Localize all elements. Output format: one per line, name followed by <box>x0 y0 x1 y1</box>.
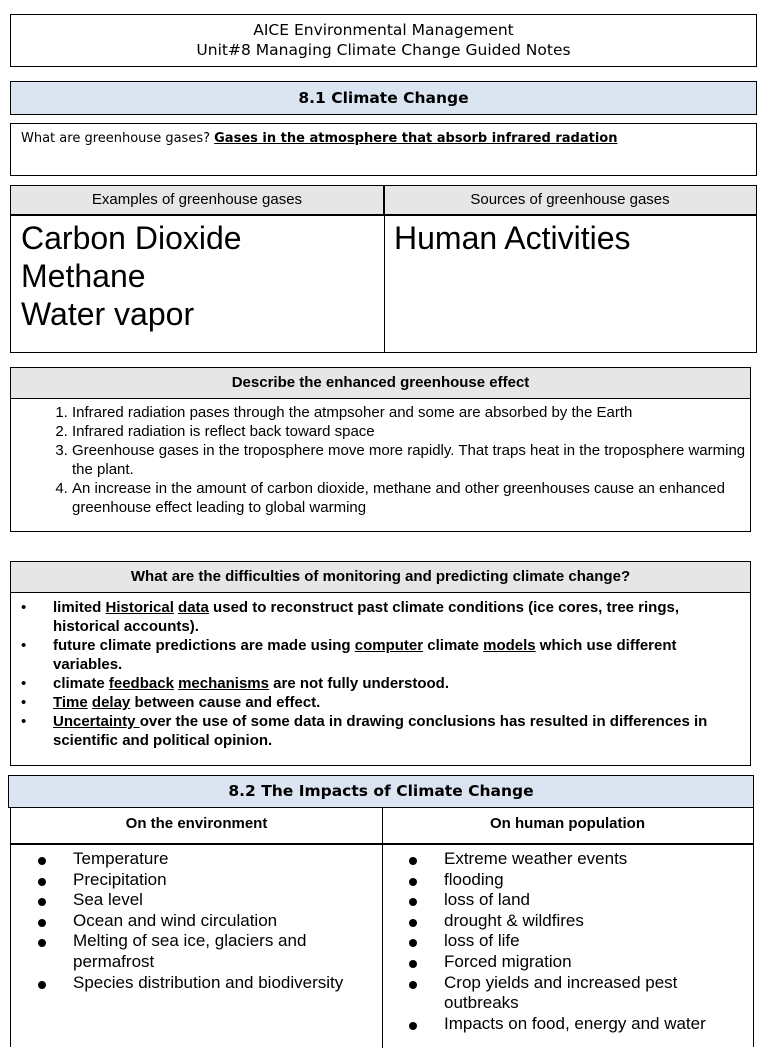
list-item: loss of land <box>382 890 747 911</box>
course-title: AICE Environmental Management <box>253 21 514 39</box>
difficulties-header: What are the difficulties of monitoring and predicting climate change? <box>11 562 750 593</box>
list-item: flooding <box>382 870 747 891</box>
list-item: Precipitation <box>11 870 371 891</box>
bullet-icon <box>38 878 46 886</box>
bullet-icon <box>38 939 46 947</box>
bullet-icon <box>409 939 417 947</box>
impacts-table <box>10 807 754 1047</box>
list-item: Crop yields and increased pest outbreaks <box>382 973 747 1014</box>
example-item: Water vapor <box>21 296 195 332</box>
unit-title: Unit#8 Managing Climate Change Guided Notes <box>196 41 571 59</box>
bullet-icon <box>409 878 417 886</box>
examples-cell <box>21 219 242 333</box>
bullet-icon <box>38 898 46 906</box>
list-item: • future climate predictions are made using computer climate models which use different variables. <box>21 637 677 673</box>
examples-header: Examples of greenhouse gases <box>11 186 384 216</box>
enhanced-greenhouse-header: Describe the enhanced greenhouse effect <box>11 368 750 399</box>
column-divider <box>384 186 385 352</box>
greenhouse-question: What are greenhouse gases? <box>21 131 210 146</box>
bullet-icon <box>409 919 417 927</box>
list-item: • limited Historical data used to reconstruct past climate conditions (ice cores, tree rings, historical accounts). <box>21 599 680 635</box>
list-item: loss of life <box>382 931 747 952</box>
list-item: Species distribution and biodiversity <box>11 973 371 994</box>
environment-header: On the environment <box>11 808 382 845</box>
bullet-icon <box>38 981 46 989</box>
enhanced-steps-list <box>11 403 750 517</box>
greenhouse-answer: Gases in the atmosphere that absorb infrared radation <box>214 131 618 146</box>
human-list <box>382 849 747 1034</box>
difficulties-box <box>10 561 751 766</box>
source-item: Human Activities <box>394 220 631 256</box>
gases-table <box>10 185 757 353</box>
bullet-icon <box>38 919 46 927</box>
example-item: Methane <box>21 258 146 294</box>
section-8-2-header: 8.2 The Impacts of Climate Change <box>8 775 754 808</box>
list-item: Extreme weather events <box>382 849 747 870</box>
document-title-box <box>10 14 757 67</box>
list-item: Sea level <box>11 890 371 911</box>
list-item: 3. Greenhouse gases in the troposphere move more rapidly. That traps heat in the troposphere warming the plant. <box>72 441 750 479</box>
bullet-icon <box>409 981 417 989</box>
bullet-icon <box>409 898 417 906</box>
list-item: Melting of sea ice, glaciers and permafrost <box>11 931 371 972</box>
list-item: • Time delay between cause and effect. <box>21 694 321 711</box>
list-item: 4. An increase in the amount of carbon dioxide, methane and other greenhouses cause an enhanced greenhouse effect leading to global warming <box>72 479 750 517</box>
difficulties-list <box>11 598 750 750</box>
section-8-1-header: 8.1 Climate Change <box>10 81 757 115</box>
bullet-icon <box>38 857 46 865</box>
list-item: • climate feedback mechanisms are not fully understood. <box>21 675 449 692</box>
list-item: Temperature <box>11 849 371 870</box>
greenhouse-question-box <box>10 123 757 176</box>
list-item: • Uncertainty over the use of some data in drawing conclusions has resulted in differences in scientific and political opinion. <box>21 713 708 749</box>
bullet-icon: • <box>21 713 27 730</box>
bullet-icon <box>409 857 417 865</box>
list-item: Impacts on food, energy and water <box>382 1014 747 1035</box>
sources-cell <box>394 219 631 257</box>
list-item: Ocean and wind circulation <box>11 911 371 932</box>
list-item: Forced migration <box>382 952 747 973</box>
list-item: 1. Infrared radiation pases through the atmpsoher and some are absorbed by the Earth <box>72 403 750 422</box>
list-item: drought & wildfires <box>382 911 747 932</box>
bullet-icon: • <box>21 599 27 616</box>
environment-list <box>11 849 371 993</box>
list-item: 2. Infrared radiation is reflect back toward space <box>72 422 750 441</box>
sources-header: Sources of greenhouse gases <box>384 186 756 216</box>
bullet-icon: • <box>21 637 27 654</box>
bullet-icon: • <box>21 694 27 711</box>
enhanced-greenhouse-box <box>10 367 751 532</box>
bullet-icon <box>409 1022 417 1030</box>
example-item: Carbon Dioxide <box>21 220 242 256</box>
bullet-icon <box>409 960 417 968</box>
bullet-icon: • <box>21 675 27 692</box>
human-header: On human population <box>382 808 753 845</box>
